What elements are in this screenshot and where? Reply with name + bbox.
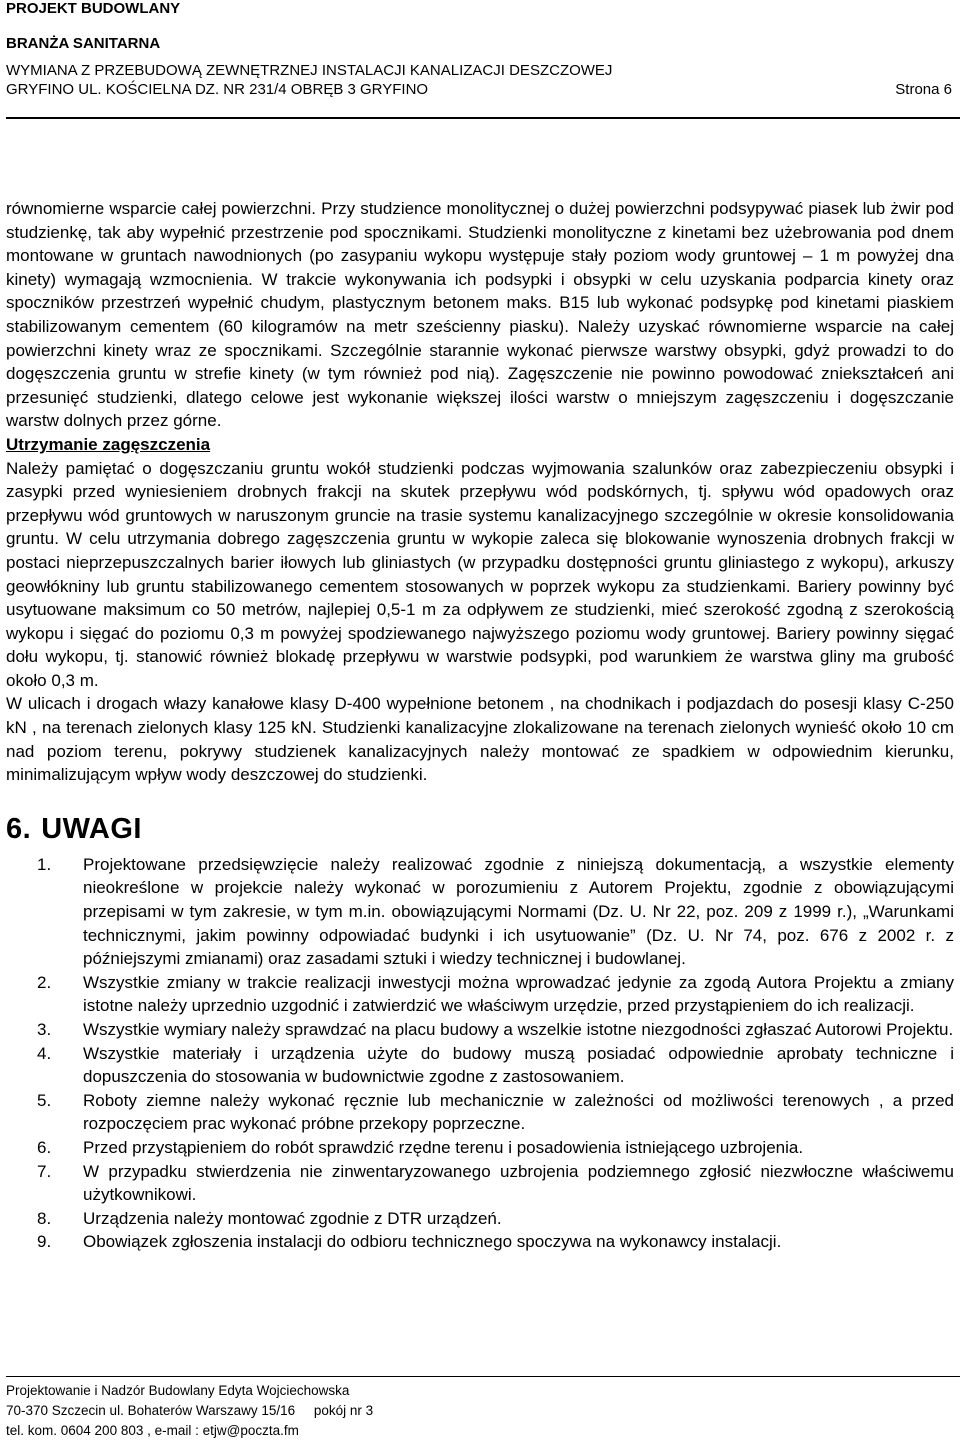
list-item-number: 4. bbox=[37, 1043, 52, 1063]
list-item-text: Wszystkie wymiary należy sprawdzać na placu budowy a wszelkie istotne niezgodności zgłaszać Autorowi Projektu. bbox=[83, 1020, 954, 1039]
notes-list bbox=[6, 853, 954, 1254]
list-item bbox=[6, 1207, 954, 1231]
header-divider bbox=[6, 117, 960, 119]
list-item-number: 9. bbox=[37, 1232, 52, 1252]
list-item-text: W przypadku stwierdzenia nie zinwentaryzowanego uzbrojenia podziemnego zgłosić niezwłoczne właściwemu użytkownikowi. bbox=[83, 1161, 954, 1205]
list-item bbox=[6, 853, 954, 971]
list-item-text: Urządzenia należy montować zgodnie z DTR urządzeń. bbox=[83, 1208, 502, 1228]
intro-paragraph: równomierne wsparcie całej powierzchni. Przy studzience monolitycznej o dużej powierzchni podsypywać piasek lub żwir pod studzienkę, tak aby wypełnić przestrzenie pod spocznikami. Studzienki monolityczne z kinetami bez użebrowania pod dnem montowane w gruntach nawodnionych (po zasypaniu wykopu występuje stały poziom wody gruntowej – 1 m powyżej dna kinety) wymagają wzmocnienia. W trakcie wykonywania ich podsypki i obsypki w celu uzyskania podparcia kinety oraz spoczników przestrzeń wypełnić chudym, plastycznym betonem maks. B15 lub wykonać podsypkę pod kinetami piaskiem stabilizowanym cementem (60 kilogramów na metr sześcienny piasku). Należy uzyskać równomierne wsparcie na całej powierzchni kinety wraz ze spocznikami. Szczególnie starannie wykonać pierwsze warstwy obsypki, gdyż prowadzi to do dogęszczenia gruntu w strefie kinety (w tym również pod nią). Zagęszczenie nie powinno powodować zniekształceń ani przesunięć studzienki, dlatego celowe jest wykonanie większej ilości warstw o mniejszym zagęszczeniu i dogęszczanie warstw dolnych przez górne. bbox=[6, 199, 954, 431]
footer-contact: tel. kom. 0604 200 803 , e-mail : etjw@poczta.fm bbox=[6, 1423, 299, 1438]
page-indicator bbox=[895, 80, 956, 99]
project-subject: WYMIANA Z PRZEBUDOWĄ ZEWNĘTRZNEJ INSTALACJI KANALIZACJI DESZCZOWEJ bbox=[6, 62, 613, 79]
list-item-text: Projektowane przedsięwzięcie należy realizować zgodnie z niniejszą dokumentacją, a wszystkie elementy nieokreślone w projekcie należy wykonać w porozumieniu z Autorem Projektu, zgodnie z obowiązującymi przepisami w tym zakresie, w tym m.in. obowiązującymi Normami (Dz. U. Nr 22, poz. 209 z 1999 r.), „Warunkami technicznymi, jakim powinny odpowiadać budynki i ich usytuowanie” (Dz. U. Nr 74, poz. 676 z 2002 r. z późniejszymi zmianami) oraz zasadami sztuki i wiedzy technicznej i budowlanej. bbox=[83, 854, 954, 969]
uwagi-number: 6. bbox=[6, 812, 32, 845]
footer-divider bbox=[6, 1376, 960, 1377]
page-footer bbox=[6, 1376, 956, 1441]
roads-paragraph: W ulicach i drogach włazy kanałowe klasy D-400 wypełnione betonem , na chodnikach i podjazdach do posesji klasy C-250 kN , na terenach zielonych klasy 125 kN. Studzienki kanalizacyjne zlokalizowane na terenach zielonych wynieść około 10 cm nad poziom terenu, pokrywy studzienek kanalizacyjnych należy montować ze spadkiem w odpowiednim kierunku, minimalizującym wpływ wody deszczowej do studzienki. bbox=[6, 694, 954, 785]
list-item-text: Obowiązek zgłoszenia instalacji do odbioru technicznego spoczywa na wykonawcy instalacji. bbox=[83, 1232, 782, 1252]
list-item bbox=[6, 1018, 954, 1042]
footer-address: 70-370 Szczecin ul. Bohaterów Warszawy 15/16 pokój nr 3 bbox=[6, 1403, 374, 1418]
section-heading: Utrzymanie zagęszczenia bbox=[6, 434, 211, 454]
list-item-text: Wszystkie materiały i urządzenia użyte do budowy muszą posiadać odpowiednie aprobaty techniczne i dopuszczenia do stosowania w budownictwie zgodne z zastosowaniem. bbox=[83, 1043, 954, 1087]
location-row bbox=[6, 80, 956, 99]
list-item-number: 8. bbox=[37, 1208, 52, 1228]
list-item-text: Roboty ziemne należy wykonać ręcznie lub mechanicznie w zależności od możliwości terenowych , a przed rozpoczęciem prac wykonać próbne przekopy poprzeczne. bbox=[83, 1090, 954, 1134]
list-item-text: Wszystkie zmiany w trakcie realizacji inwestycji można wprowadzać jedynie za zgodą Autora Projektu a zmiany istotne należy uprzednio uzgodnić i zatwierdzić we właściwym urzędzie, przed przystąpieniem do ich realizacji. bbox=[83, 972, 954, 1016]
list-item bbox=[6, 1089, 954, 1136]
list-item bbox=[6, 1136, 954, 1160]
uwagi-title: UWAGI bbox=[41, 812, 142, 845]
list-item-number: 7. bbox=[37, 1161, 52, 1181]
list-item-number: 6. bbox=[37, 1137, 52, 1157]
list-item bbox=[6, 1160, 954, 1207]
page-number: 6 bbox=[943, 81, 952, 98]
list-item-number: 1. bbox=[37, 854, 52, 874]
section-paragraph: Należy pamiętać o dogęszczaniu gruntu wokół studzienki podczas wyjmowania szalunków oraz zabezpieczeniu obsypki i zasypki przed wyniesieniem drobnych frakcji na skutek przepływu wód podskórnych, tj. spływu wód opadowych oraz przepływu wód gruntowych w naruszonym gruncie na trasie systemu kanalizacyjnego szczególnie w okresie konsolidowania gruntu. W celu utrzymania dobrego zagęszczenia gruntu w wykopie zaleca się blokowanie wynoszenia drobnych frakcji w postaci nieprzepuszczalnych barier iłowych lub gliniastych (w przypadku dostępności gruntu gliniastego z wykopu), arkuszy geowłókniny lub gruntu stabilizowanego cementem stosowanych w poprzek wykopu za studzienkami. Bariery powinny być usytuowane maksimum co 50 metrów, najlepiej 0,5-1 m za odpływem ze studzienki, mieć szerokość zgodną z szerokością wykopu i sięgać do poziomu 0,3 m powyżej spodziewanego najwyższego poziomu wody gruntowej. Bariery powinny sięgać dołu wykopu, tj. stanowić również blokadę przepływu w warstwie podsypki, pod warunkiem że warstwa gliny ma grubość około 0,3 m. bbox=[6, 458, 954, 690]
list-item-text: Przed przystąpieniem do robót sprawdzić rzędne terenu i posadowienia istniejącego uzbrojenia. bbox=[83, 1137, 804, 1157]
list-item-number: 3. bbox=[37, 1020, 52, 1039]
list-item bbox=[6, 1042, 954, 1089]
page-label: Strona bbox=[895, 81, 940, 98]
list-item bbox=[6, 971, 954, 1018]
list-item-number: 2. bbox=[37, 972, 52, 992]
uwagi-heading bbox=[6, 811, 954, 847]
branch-title: BRANŻA SANITARNA bbox=[6, 35, 161, 52]
list-item-number: 5. bbox=[37, 1090, 52, 1110]
document-body bbox=[6, 197, 954, 1254]
list-item bbox=[6, 1230, 954, 1254]
footer-company: Projektowanie i Nadzór Budowlany Edyta Wojciechowska bbox=[6, 1383, 350, 1398]
document-type-title: PROJEKT BUDOWLANY bbox=[6, 0, 181, 17]
project-location: GRYFINO UL. KOŚCIELNA DZ. NR 231/4 OBRĘB 3 GRYFINO bbox=[6, 81, 429, 98]
page-header bbox=[6, 0, 956, 99]
